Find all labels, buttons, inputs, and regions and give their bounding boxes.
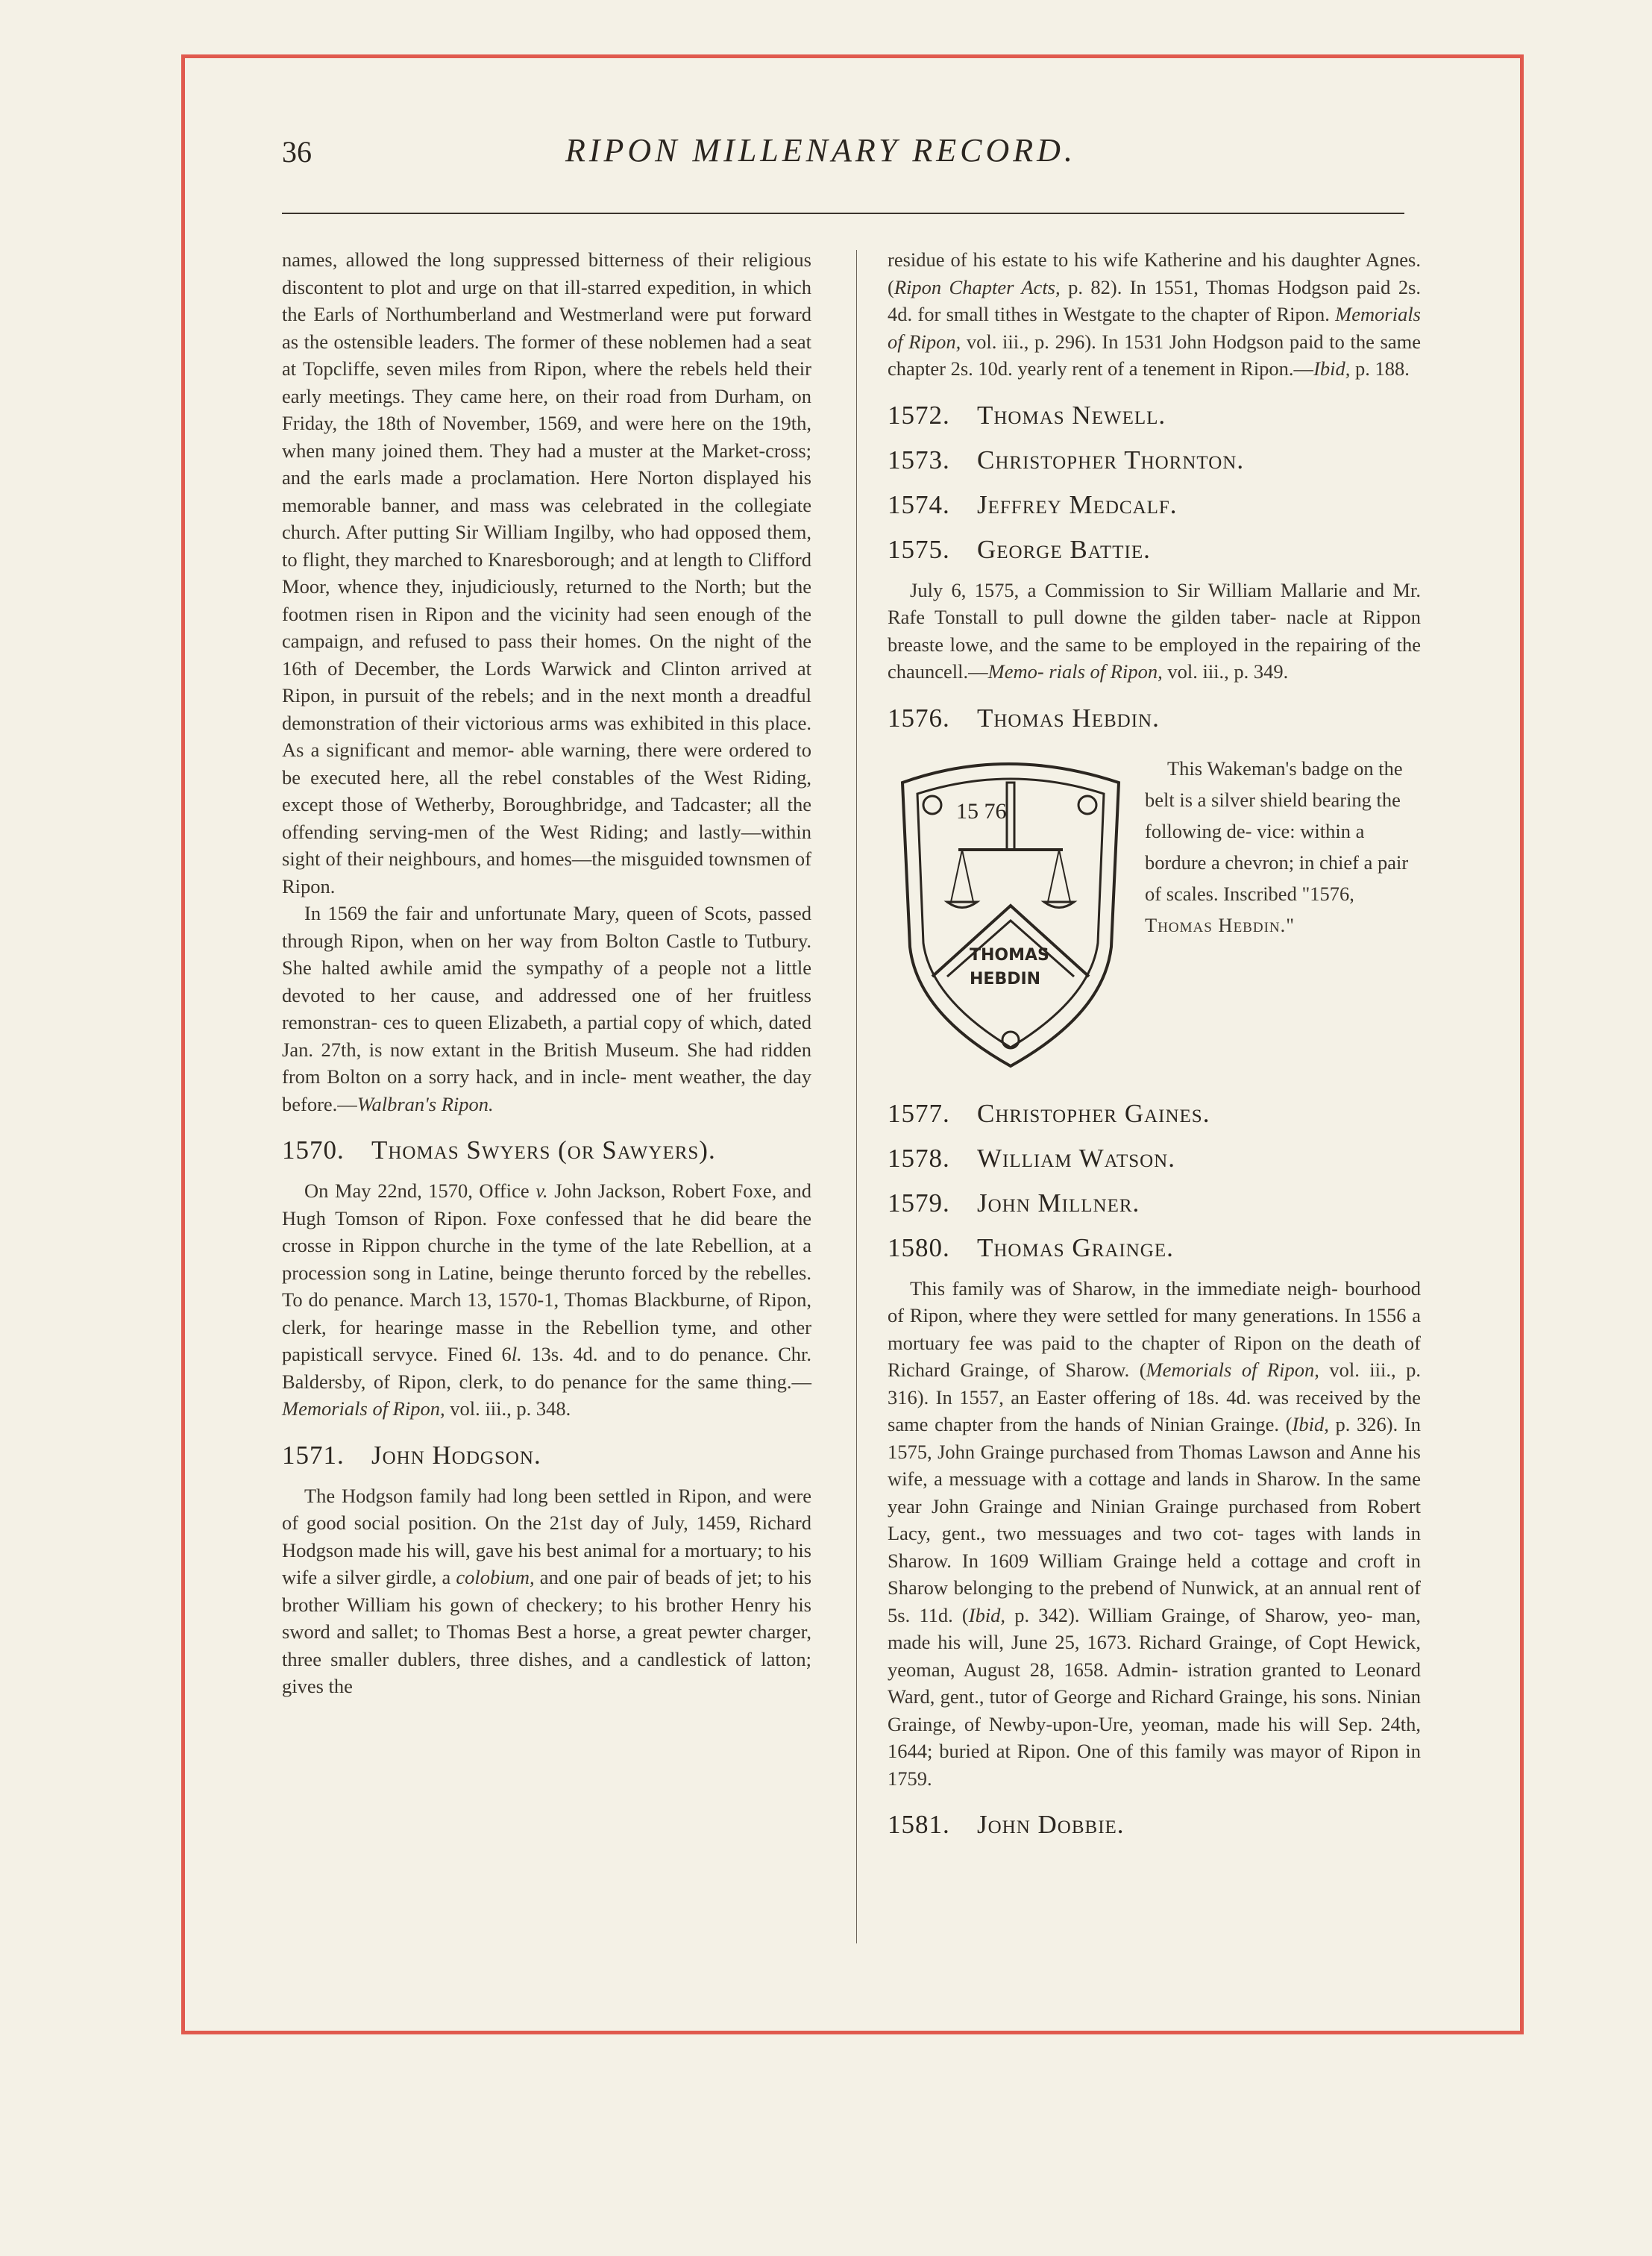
shield-badge-illustration: [888, 753, 1134, 1074]
badge-figure: [888, 753, 1421, 1081]
entry-heading: 1576. Thomas Hebdin.: [888, 703, 1160, 733]
paragraph: July 6, 1575, a Commission to Sir William Mallarie and Mr. Rafe Tonstall to pull downe the gilden taber- nacle at Rippon breaste lowe, and the same to be employed in the repairing of the chauncell.—Memo- rials of Ripon, vol. iii., p. 349.: [888, 578, 1421, 683]
paragraph: In 1569 the fair and unfortunate Mary, queen of Scots, passed through Ripon, when on her way from Bolton Castle to Tutbury. She halted awhile amid the sympathy of a people not a little devoted to her cause, and addressed one of her fruitless remonstran- ces to queen Elizabeth, a partial copy of which, dated Jan. 27th, is now extant in the British Museum. She had ridden from Bolton on a sorry hack, and in incle- ment weather, the day before.—Walbran's Ripon.: [282, 902, 811, 1115]
paragraph: names, allowed the long suppressed bitterness of their religious discontent to plot and urge on that ill-starred expedition, in which the Earls of Northumberland and Westmerland were put forward as the ostensible leaders. The former of these noblemen had a seat at Topcliffe, seven miles from Ripon, where the rebels held their early meetings. They came here, on their road from Durham, on Friday, the 18th of November, 1569, and were here on the 19th, when many joined them. They had a muster at the Market-cross; and the earls made a proclamation. Here Norton displayed his memorable banner, and mass was celebrated in the collegiate church. After putting Sir William Ingilby, who had opposed them, to flight, they marched to Knaresborough; and at length to Clifford Moor, whence they, injudiciously, returned to the North; but the footmen risen in Ripon and the vicinity had seen enough of the campaign, and refused to pass their homes. On the night of the 16th of December, the Lords Warwick and Clinton arrived at Ripon, in pursuit of the rebels; and in the next month a dreadful demonstration of their victorious arms was exhibited in this place. As a significant and memor- able warning, there were ordered to be executed here, all the rebel constables of the West Riding, except those of Wetherby, Boroughbridge, and Tadcaster; all the offending serving-men of the West Riding; and lastly—within sight of their neighbours, and homes—the misguided townsmen of Ripon.: [282, 248, 811, 897]
paragraph: On May 22nd, 1570, Office v. John Jackson, Robert Foxe, and Hugh Tomson of Ripon. Foxe confessed that he did beare the crosse in Rippon churche in the tyme of the late Rebellion, at a procession song in Latine, beinge therunto forced by the rebelles. To do penance. March 13, 1570-1, Thomas Blackburne, of Ripon, clerk, for hearinge masse in the Rebellion tyme, and other papisticall servyce. Fined 6l. 13s. 4d. and to do penance. Chr. Baldersby, of Ripon, clerk, to do penance for the same thing.—Memorials of Ripon, vol. iii., p. 348.: [282, 1179, 812, 1420]
page-number: 36: [282, 135, 312, 169]
header-rule: [282, 213, 1404, 214]
right-column: [888, 246, 1421, 1852]
entry-heading: 1575. George Battie.: [888, 534, 1151, 564]
column-divider: [856, 250, 857, 1943]
entry-heading: 1581. John Dobbie.: [888, 1810, 1125, 1839]
entry-heading: 1573. Christopher Thornton.: [888, 445, 1245, 474]
paragraph: The Hodgson family had long been settled in Ripon, and were of good social position. On the 21st day of July, 1459, Richard Hodgson made his will, gave his best animal for a mortuary; to his wife a silver girdle, a colobium, and one pair of beads of jet; to his brother William his gown of checkery; to his brother Henry his sword and sallet; to Thomas Best a horse, a great pewter charger, three smaller dublers, three dishes, and a candlestick of latton; gives the: [282, 1484, 812, 1697]
paragraph: This family was of Sharow, in the immediate neigh- bourhood of Ripon, where they were settled for many generations. In 1556 a mortuary fee was paid to the chapter of Ripon on the death of Richard Grainge, of Sharow. (Memorials of Ripon, vol. iii., p. 316). In 1557, an Easter offering of 18s. 4d. was received by the same chapter from the hands of Ninian Grainge. (Ibid, p. 326). In 1575, John Grainge purchased from Thomas Lawson and Anne his wife, a messuage with a cottage and lands in Sharow. In the same year John Grainge and Ninian Grainge purchased from Robert Lacy, gent., two messuages and two cot- tages with lands in Sharow. In 1609 William Grainge held a cottage and croft in Sharow belonging to the prebend of Nunwick, at an annual rent of 5s. 11d. (Ibid, p. 342). William Grainge, of Sharow, yeo- man, made his will, June 25, 1673. Richard Grainge, of Copt Hewick, yeoman, August 28, 1658. Admin- istration granted to Leonard Ward, gent., tutor of George and Richard Grainge, his sons. Ninian Grainge, of Newby-upon-Ure, yeoman, made his will Sep. 24th, 1644; buried at Ripon. One of this family was mayor of Ripon in 1759.: [888, 1276, 1422, 1790]
entry-heading: 1580. Thomas Grainge.: [888, 1232, 1174, 1262]
page-header: [282, 131, 1401, 184]
badge-year-digits: 15 76: [956, 798, 1007, 824]
entry-heading: 1572. Thomas Newell.: [888, 400, 1166, 430]
left-column: [282, 246, 811, 1700]
entry-heading: 1571. John Hodgson.: [282, 1440, 541, 1470]
entry-heading: 1577. Christopher Gaines.: [888, 1098, 1210, 1128]
badge-caption: This Wakeman's badge on the belt is a silver shield bearing the following de- vice: within a bordure a chevron; in chief a pair of scales. Inscribed "1576, Thomas Hebdin.": [1145, 756, 1409, 936]
paragraph: residue of his estate to his wife Katherine and his daughter Agnes. (Ripon Chapter Acts, p. 82). In 1551, Thomas Hodgson paid 2s. 4d. for small tithes in Westgate to the chapter of Ripon. Memorials of Ripon, vol. iii., p. 296). In 1531 John Hodgson paid to the same chapter 2s. 10d. yearly rent of a tenement in Ripon.—Ibid, p. 188.: [888, 248, 1422, 380]
entry-heading: 1574. Jeffrey Medcalf.: [888, 489, 1178, 519]
entry-heading: 1578. William Watson.: [888, 1143, 1175, 1173]
badge-name-line2: HEBDIN: [970, 969, 1041, 988]
entry-heading: 1579. John Millner.: [888, 1188, 1140, 1218]
running-title: RIPON MILLENARY RECORD.: [565, 132, 1076, 169]
badge-name-line1: THOMAS: [970, 945, 1049, 965]
entry-heading: 1570. Thomas Swyers (or Sawyers).: [282, 1135, 716, 1165]
